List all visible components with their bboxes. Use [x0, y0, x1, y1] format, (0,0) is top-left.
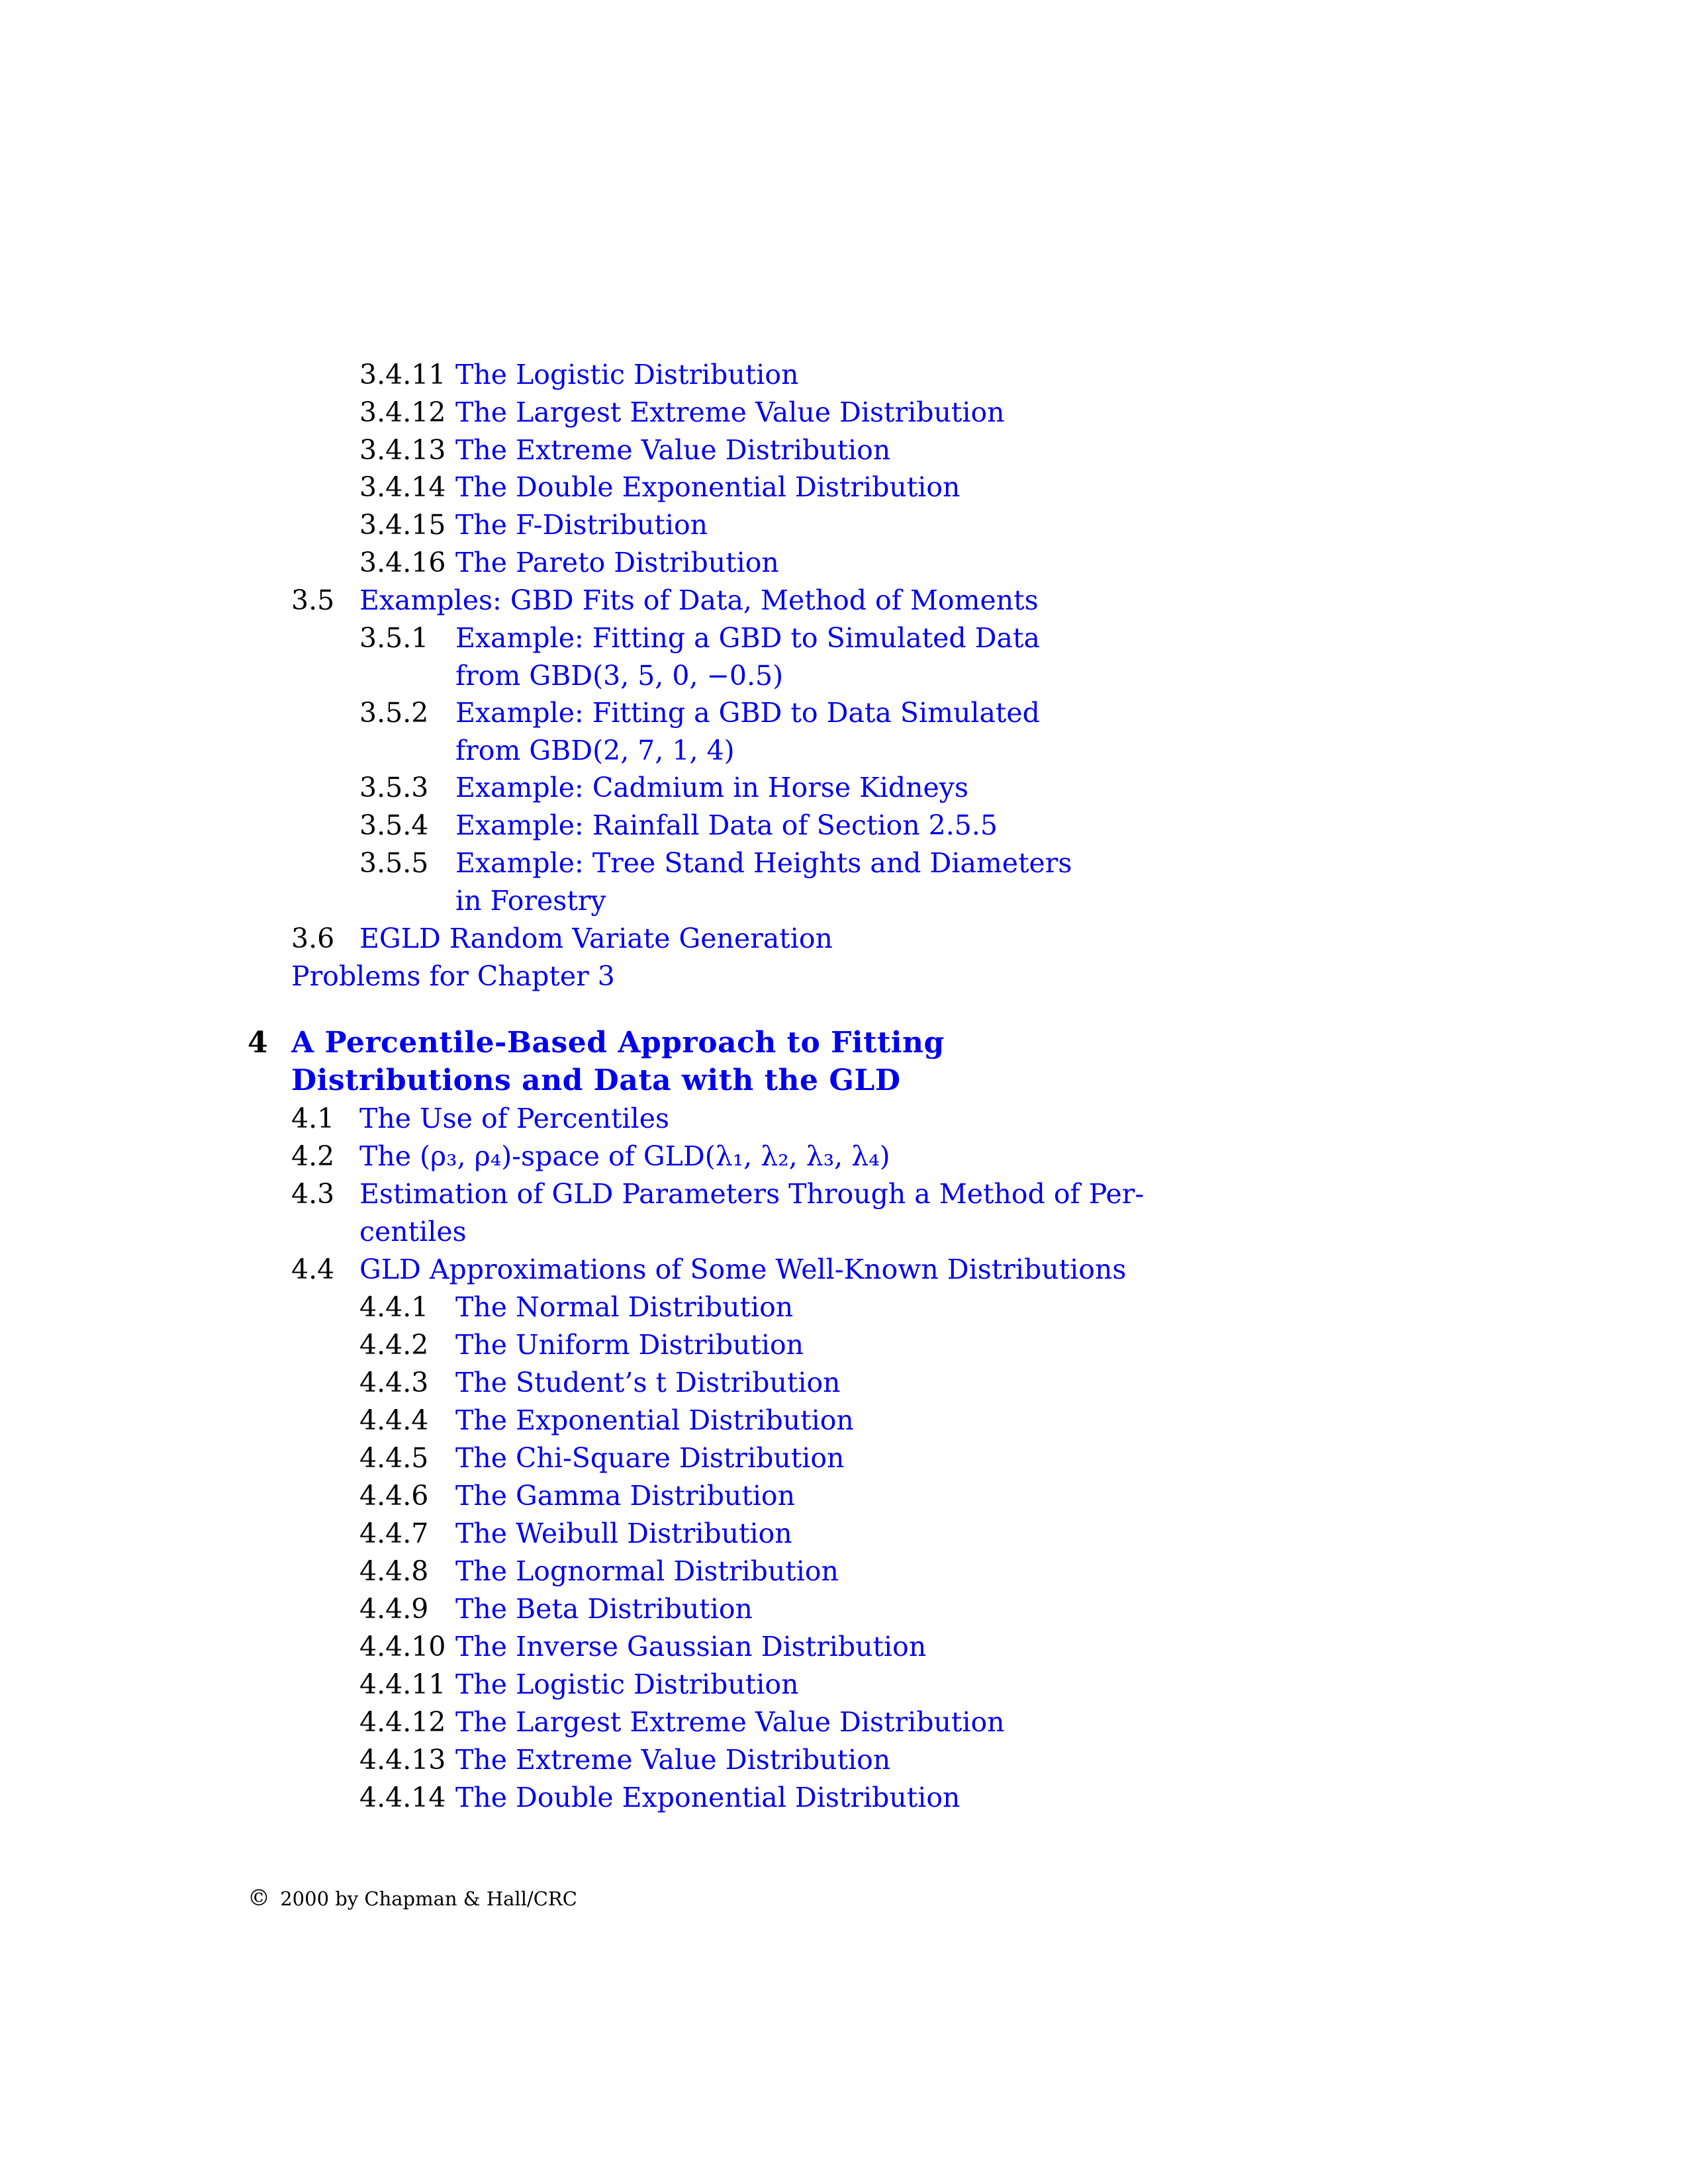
section-title-link[interactable]: Examples: GBD Fits of Data, Method of Moments — [359, 584, 1039, 616]
section-title-link[interactable]: EGLD Random Variate Generation — [359, 923, 833, 954]
section-number: 3.5.1 — [359, 622, 429, 654]
section-number: 4.4.3 — [359, 1367, 429, 1398]
section-title-link[interactable]: The Logistic Distribution — [455, 1668, 799, 1700]
section-number: 4.4.9 — [359, 1593, 429, 1625]
section-title-link-continued[interactable]: in Forestry — [455, 885, 606, 917]
section-title-link[interactable]: GLD Approximations of Some Well-Known Distributions — [359, 1253, 1127, 1285]
section-number: 3.5.4 — [359, 809, 429, 841]
section-title-link[interactable]: Example: Fitting a GBD to Data Simulated — [455, 697, 1040, 729]
chapter-number: 4 — [248, 1026, 268, 1060]
section-title-link[interactable]: The Lognormal Distribution — [455, 1555, 839, 1587]
section-title-link[interactable]: The Extreme Value Distribution — [455, 434, 891, 466]
section-number: 4.4.4 — [359, 1404, 429, 1436]
chapter-title-link[interactable]: A Percentile-Based Approach to Fitting — [291, 1026, 945, 1060]
section-title-link[interactable]: The Student’s t Distribution — [455, 1367, 841, 1398]
section-number: 3.5.5 — [359, 847, 429, 879]
section-number: 4.4.2 — [359, 1329, 429, 1361]
section-number: 4.4.11 — [359, 1668, 446, 1700]
section-number: 4.4.1 — [359, 1291, 429, 1323]
section-title-link[interactable]: The Exponential Distribution — [455, 1404, 854, 1436]
copyright-footer — [248, 1885, 577, 1912]
section-number: 3.4.11 — [359, 359, 446, 390]
section-title-link[interactable]: The Double Exponential Distribution — [455, 1782, 961, 1813]
section-title-link[interactable]: Problems for Chapter 3 — [291, 960, 615, 992]
section-number: 4.4.5 — [359, 1442, 429, 1474]
section-title-link[interactable]: The Double Exponential Distribution — [455, 471, 961, 503]
section-title-link[interactable]: The (ρ₃, ρ₄)-space of GLD(λ₁, λ₂, λ₃, λ₄) — [359, 1140, 890, 1172]
section-number: 3.5.2 — [359, 697, 429, 729]
section-number: 4.3 — [291, 1178, 335, 1210]
section-title-link[interactable]: Example: Rainfall Data of Section 2.5.5 — [455, 809, 998, 841]
section-title-link[interactable]: Estimation of GLD Parameters Through a Method of Per- — [359, 1178, 1145, 1210]
section-number: 4.4.12 — [359, 1706, 446, 1738]
section-number: 3.5 — [291, 584, 335, 616]
section-number: 3.4.12 — [359, 396, 446, 428]
section-number: 3.4.15 — [359, 509, 446, 541]
section-title-link-continued[interactable]: from GBD(2, 7, 1, 4) — [455, 735, 735, 766]
section-title-link[interactable]: The Extreme Value Distribution — [455, 1744, 891, 1776]
section-number: 4.4.14 — [359, 1782, 446, 1813]
section-number: 3.4.14 — [359, 471, 446, 503]
section-title-link[interactable]: The Inverse Gaussian Distribution — [455, 1631, 927, 1662]
section-title-link[interactable]: The Logistic Distribution — [455, 359, 799, 390]
section-number: 3.5.3 — [359, 772, 429, 803]
section-number: 3.6 — [291, 923, 335, 954]
copyright-icon: © — [248, 1885, 270, 1911]
section-number: 4.4.7 — [359, 1518, 429, 1549]
section-number: 4.4.10 — [359, 1631, 446, 1662]
section-title-link[interactable]: The Use of Percentiles — [359, 1103, 670, 1134]
section-title-link[interactable]: The Pareto Distribution — [455, 547, 779, 578]
section-title-link-continued[interactable]: centiles — [359, 1216, 467, 1248]
section-number: 4.2 — [291, 1140, 335, 1172]
section-title-link[interactable]: Example: Fitting a GBD to Simulated Data — [455, 622, 1040, 654]
section-title-link[interactable]: The Gamma Distribution — [455, 1480, 796, 1512]
section-number: 3.4.16 — [359, 547, 446, 578]
section-number: 4.4.13 — [359, 1744, 446, 1776]
section-number: 4.4.6 — [359, 1480, 429, 1512]
section-title-link[interactable]: The F-Distribution — [455, 509, 708, 541]
section-title-link[interactable]: The Largest Extreme Value Distribution — [455, 396, 1005, 428]
section-number: 4.1 — [291, 1103, 335, 1134]
section-number: 3.4.13 — [359, 434, 446, 466]
section-title-link[interactable]: The Uniform Distribution — [455, 1329, 804, 1361]
chapter-title-link-continued[interactable]: Distributions and Data with the GLD — [291, 1064, 901, 1097]
section-title-link[interactable]: The Chi-Square Distribution — [455, 1442, 845, 1474]
section-title-link-continued[interactable]: from GBD(3, 5, 0, −0.5) — [455, 660, 784, 692]
section-title-link[interactable]: Example: Cadmium in Horse Kidneys — [455, 772, 968, 803]
section-title-link[interactable]: Example: Tree Stand Heights and Diameters — [455, 847, 1072, 879]
section-number: 4.4 — [291, 1253, 335, 1285]
section-title-link[interactable]: The Weibull Distribution — [455, 1518, 792, 1549]
section-title-link[interactable]: The Largest Extreme Value Distribution — [455, 1706, 1005, 1738]
section-title-link[interactable]: The Beta Distribution — [455, 1593, 753, 1625]
copyright-text: 2000 by Chapman & Hall/CRC — [280, 1888, 577, 1910]
section-title-link[interactable]: The Normal Distribution — [455, 1291, 794, 1323]
section-number: 4.4.8 — [359, 1555, 429, 1587]
